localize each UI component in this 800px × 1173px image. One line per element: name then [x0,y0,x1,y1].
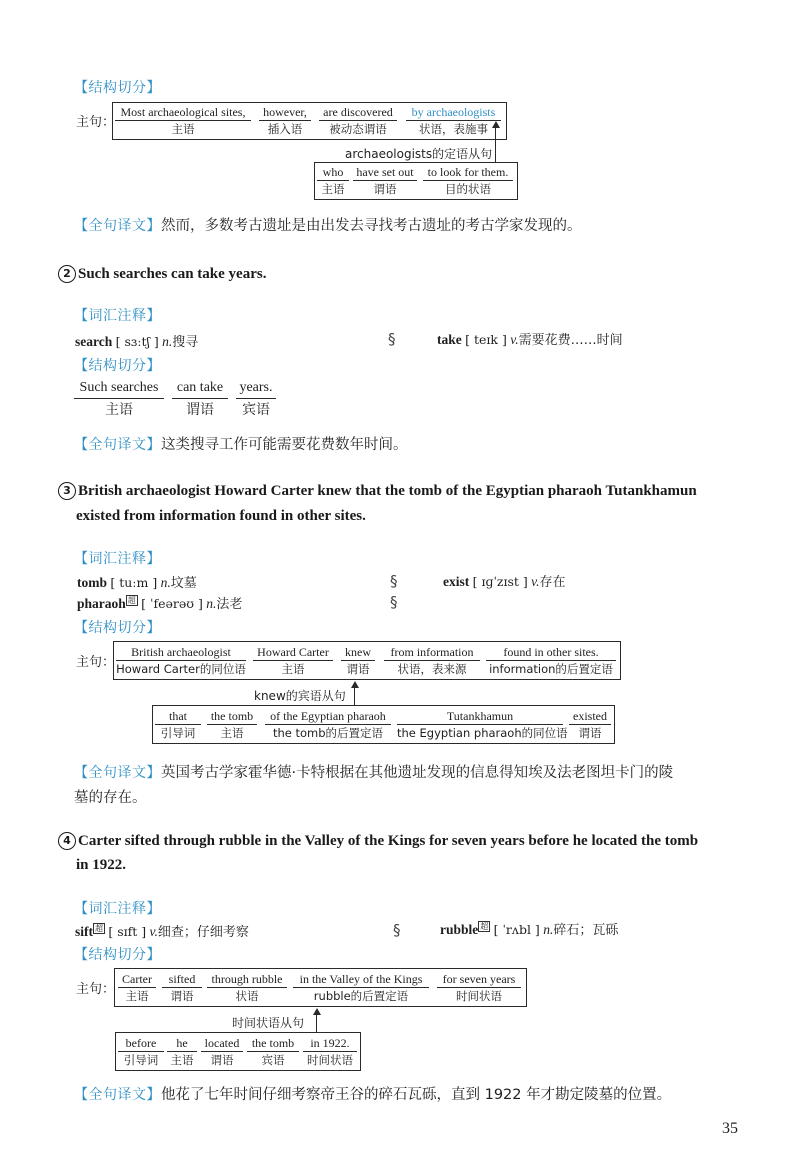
seg-zh: 状语，表来源 [397,662,467,676]
s1-main-seg [259,104,311,138]
translation-label: 【全句译文】 [74,437,161,453]
vocab-pos: v. [531,574,540,589]
s1-clause-box [314,162,518,200]
s3-main-seg [253,644,333,678]
s3-main-seg [116,644,246,678]
advanced-badge-icon: 超 [480,921,489,931]
vocab-word: search [75,334,113,349]
seg-zh: 状语 [235,989,259,1003]
seg-en: Howard Carter [253,644,333,661]
vocab-pos: n. [160,575,171,590]
s4-main-seg [437,971,521,1005]
s2-seg [172,378,228,421]
seg-en: of the Egyptian pharaoh [265,708,391,725]
s4-sentence-line2: in 1922. [76,857,127,873]
s3-main-box [113,641,621,680]
seg-en: in 1922. [303,1035,357,1052]
sentence-text: Such searches can take years. [78,266,267,282]
s4-clause-seg [201,1035,243,1069]
vocab-ipa: [ tuːm ] [110,575,158,590]
seg-zh: 谓语 [578,726,602,740]
s4-clause-box [115,1032,361,1071]
s4-translation [74,1083,671,1104]
seg-en: existed [569,708,611,725]
seg-en: in the Valley of the Kings [293,971,429,988]
vocab-pos: v. [510,332,519,347]
s3-main-seg [486,644,616,678]
seg-en: Such searches [74,378,164,399]
seg-zh: 主语 [105,402,133,418]
seg-en: sifted [162,971,202,988]
s1-translation [74,214,582,235]
seg-zh: 被动态谓语 [329,122,387,136]
translation-text: 然而，多数考古遗址是由出发去寻找考古遗址的考古学家发现的。 [161,218,582,234]
seg-en: by archaeologists [406,104,501,121]
vocab-meaning: 坟墓 [170,576,197,591]
s2-seg [74,378,164,421]
vocab-entry [437,329,623,348]
s1-main-seg [319,104,397,138]
vocab-label: 【词汇注释】 [74,901,161,917]
vocab-meaning: 搜寻 [172,335,199,350]
seg-en: have set out [353,164,417,181]
vocab-ipa: [ sɜːtʃ ] [115,334,159,349]
vocab-word: pharaoh [77,596,126,611]
arrow-line [316,1014,317,1032]
s3-clause-seg [569,708,611,742]
circled-number: 2 [58,265,76,283]
seg-zh: 主语 [220,726,244,740]
seg-en: through rubble [207,971,287,988]
vocab-word: rubble [440,922,479,937]
arrow-up-icon [351,681,359,688]
seg-en: the tomb [207,708,257,725]
seg-zh: 谓语 [346,662,370,676]
arrow-line [354,687,355,705]
s2-sentence [58,265,266,283]
seg-zh: 谓语 [210,1053,234,1067]
vocab-label: 【词汇注释】 [74,551,161,567]
vocab-word: exist [443,574,470,589]
seg-en: that [155,708,201,725]
vocab-pos: n. [162,334,173,349]
s2-translation [74,433,408,454]
vocab-meaning: 细查；仔细考察 [157,925,249,940]
seg-zh: Howard Carter的同位语 [116,662,246,676]
seg-zh: 时间状语 [456,989,502,1003]
seg-zh: 谓语 [186,402,214,418]
seg-zh: 目的状语 [445,182,491,196]
seg-en: are discovered [319,104,397,121]
seg-zh: 宾语 [242,402,270,418]
s4-main-seg [118,971,156,1005]
structure-label: 【结构切分】 [74,358,161,374]
seg-en: found in other sites. [486,644,616,661]
seg-en: can take [172,378,228,399]
seg-en: knew [341,644,375,661]
separator-icon: § [393,921,401,939]
seg-en: to look for them. [423,164,513,181]
s4-main-seg [162,971,202,1005]
translation-text: 他花了七年时间仔细考察帝王谷的碎石瓦砾，直到 1922 年才勘定陵墓的位置。 [161,1087,672,1103]
s3-translation [74,761,673,782]
vocab-entry [77,593,242,612]
seg-en: who [317,164,349,181]
vocab-entry [440,919,618,938]
s1-main-seg [406,104,501,138]
s3-clause-box [152,705,615,744]
s3-sentence [58,482,697,500]
s3-sentence-line2: existed from information found in other sites. [76,508,366,524]
translation-label: 【全句译文】 [74,218,161,234]
s1-main-box [112,102,507,140]
vocab-pos: n. [206,596,217,611]
seg-en: located [201,1035,243,1052]
arrow-up-icon [313,1008,321,1015]
arrow-line [495,127,496,163]
seg-en: he [167,1035,197,1052]
s4-clause-seg [247,1035,299,1069]
vocab-ipa: [ ˈrʌbl ] [493,922,540,937]
s3-main-seg [384,644,480,678]
s1-clause-label: archaeologists的定语从句 [345,147,493,161]
vocab-word: sift [75,924,93,939]
seg-en: before [118,1035,164,1052]
seg-zh: information的后置定语 [489,662,613,676]
vocab-word: tomb [77,575,107,590]
vocab-ipa: [ teɪk ] [465,332,507,347]
vocab-label: 【词汇注释】 [74,308,161,324]
arrow-up-icon [492,121,500,128]
vocab-word: take [437,332,462,347]
seg-en: however, [259,104,311,121]
seg-zh: 谓语 [170,989,194,1003]
s1-clause-seg [317,164,349,198]
main-clause-label: 主句： [76,655,116,670]
s1-clause-seg [353,164,417,198]
translation-label: 【全句译文】 [74,765,161,781]
advanced-badge-icon: 超 [95,923,103,933]
seg-zh: 谓语 [373,182,397,196]
seg-zh: 引导词 [123,1053,159,1067]
structure-label: 【结构切分】 [74,620,161,636]
s4-clause-seg [118,1035,164,1069]
seg-zh: 主语 [125,989,149,1003]
seg-zh: 插入语 [267,122,303,136]
vocab-pos: v. [149,924,158,939]
seg-zh: 主语 [170,1053,194,1067]
separator-icon: § [390,593,398,611]
s3-clause-label: knew的宾语从句 [254,689,346,703]
circled-number: 3 [58,482,76,500]
separator-icon: § [388,330,396,348]
structure-label: 【结构切分】 [74,80,161,96]
main-clause-label: 主句： [76,115,116,130]
seg-zh: rubble的后置定语 [313,989,409,1003]
vocab-meaning: 存在 [539,575,566,590]
vocab-meaning: 法老 [216,597,243,612]
seg-en: years. [236,378,276,399]
seg-en: the tomb [247,1035,299,1052]
main-clause-label: 主句： [76,982,116,997]
seg-en: for seven years [437,971,521,988]
vocab-entry [75,921,249,940]
vocab-ipa: [ sɪft ] [108,924,147,939]
sentence-text: Carter sifted through rubble in the Valley of the Kings for seven years before he located the tomb [78,833,699,849]
seg-zh: the Egyptian pharaoh的同位语 [397,726,568,740]
seg-zh: 主语 [171,122,195,136]
translation-text: 这类搜寻工作可能需要花费数年时间。 [161,437,408,453]
vocab-meaning: 碎石；瓦砾 [553,923,619,938]
s3-clause-seg [155,708,201,742]
s3-clause-seg [265,708,391,742]
s3-main-seg [341,644,375,678]
seg-zh: 宾语 [261,1053,285,1067]
seg-zh: 引导词 [160,726,196,740]
sentence-text: British archaeologist Howard Carter knew that the tomb of the Egyptian pharaoh Tutankhamun [78,483,697,499]
circled-number: 4 [58,832,76,850]
seg-zh: 主语 [281,662,305,676]
seg-en: Carter [118,971,156,988]
s4-clause-seg [303,1035,357,1069]
s4-main-box [114,968,527,1007]
structure-label: 【结构切分】 [74,947,161,963]
seg-zh: 主语 [321,182,345,196]
seg-en: from information [384,644,480,661]
s1-clause-seg [423,164,513,198]
s1-main-seg [115,104,251,138]
advanced-badge-icon: 超 [127,595,136,605]
s3-clause-seg [207,708,257,742]
translation-text: 英国考古学家霍华德·卡特根据在其他遗址发现的信息得知埃及法老图坦卡门的陵 [161,765,674,781]
s4-sentence [58,832,698,850]
seg-en: Tutankhamun [397,708,563,725]
vocab-entry [77,572,197,591]
seg-en: British archaeologist [116,644,246,661]
seg-zh: the tomb的后置定语 [272,726,384,740]
vocab-ipa: [ ˈfeərəʊ ] [141,596,203,611]
vocab-entry [443,571,566,590]
vocab-ipa: [ ɪɡˈzɪst ] [472,574,528,589]
s3-clause-seg [397,708,568,742]
seg-en: Most archaeological sites, [115,104,251,121]
page-number: 35 [722,1120,738,1137]
s4-clause-seg [167,1035,197,1069]
vocab-entry [75,331,198,350]
translation-text: 墓的存在。 [74,790,147,806]
separator-icon: § [390,572,398,590]
translation-label: 【全句译文】 [74,1087,161,1103]
s4-main-seg [207,971,287,1005]
s2-seg [236,378,276,421]
seg-zh: 时间状语 [307,1053,353,1067]
seg-zh: 状语，表施事 [419,122,488,136]
s3-translation-line2 [74,786,147,807]
vocab-meaning: 需要花费……时间 [518,333,623,348]
s4-clause-label: 时间状语从句 [232,1016,305,1030]
s4-main-seg [293,971,429,1005]
vocab-pos: n. [543,922,554,937]
